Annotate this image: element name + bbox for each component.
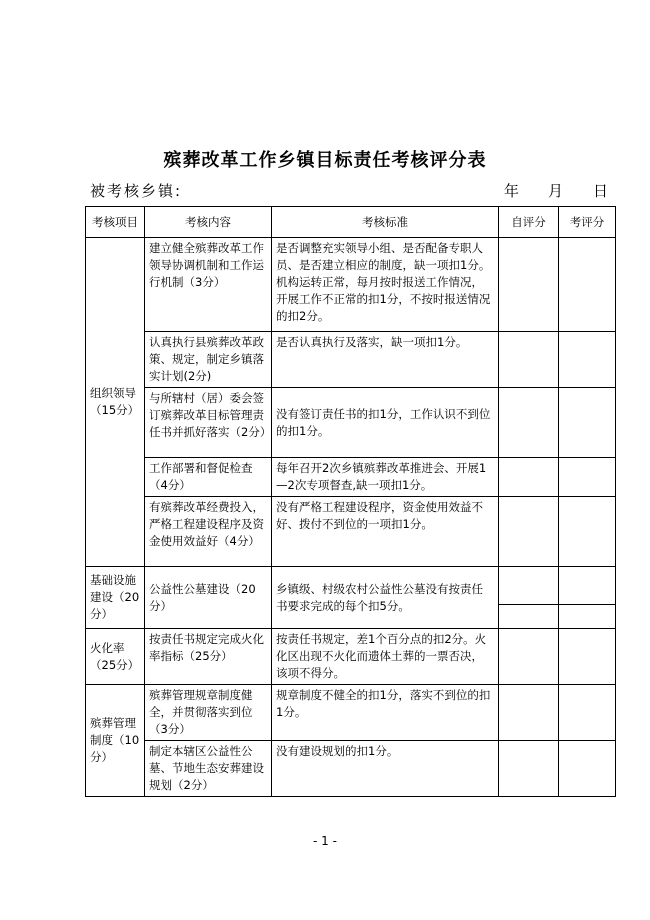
content-cell: 有殡葬改革经费投入，严格工程建设程序及资金使用效益好（4分）	[145, 497, 272, 567]
content-cell: 与所辖村（居）委会签订殡葬改革目标管理责任书并抓好落实（2分）	[145, 388, 272, 458]
header-item: 考核项目	[86, 207, 145, 238]
content-cell: 按责任书规定完成火化率指标（25分）	[145, 629, 272, 685]
assess-score-cell[interactable]	[559, 629, 616, 685]
page-number: - 1 -	[313, 834, 337, 848]
self-score-cell[interactable]	[499, 629, 559, 685]
self-score-cell[interactable]	[499, 238, 559, 332]
self-score-cell[interactable]	[499, 388, 559, 458]
content-cell: 殡葬管理规章制度健全，并贯彻落实到位（3分）	[145, 685, 272, 741]
table-row	[86, 458, 616, 497]
category-cell: 组织领导（15分）	[86, 238, 145, 567]
header-self-score: 自评分	[499, 207, 559, 238]
content-cell: 制定本辖区公益性公墓、节地生态安葬建设规划（2分）	[145, 741, 272, 797]
content-cell: 建立健全殡葬改革工作领导协调机制和工作运行机制（3分）	[145, 238, 272, 332]
header-row	[86, 207, 616, 238]
assess-score-cell[interactable]	[559, 567, 616, 605]
self-score-cell[interactable]	[499, 332, 559, 388]
table-row	[86, 629, 616, 685]
assess-score-cell[interactable]	[559, 497, 616, 567]
standard-cell: 规章制度不健全的扣1分，落实不到位的扣1分。	[272, 685, 499, 741]
standard-cell: 没有严格工程建设程序，资金使用效益不好、拨付不到位的一项扣1分。	[272, 497, 499, 567]
standard-cell: 是否调整充实领导小组、是否配备专职人员、是否建立相应的制度，缺一项扣1分。机构运转正常，每月按时报送工作情况，开展工作不正常的扣1分，不按时报送情况的扣2分。	[272, 238, 499, 332]
header-assess-score: 考评分	[559, 207, 616, 238]
table-row	[86, 685, 616, 741]
header-content: 考核内容	[145, 207, 272, 238]
assess-score-cell[interactable]	[559, 605, 616, 629]
category-cell: 基础设施建设（20分）	[86, 567, 145, 629]
document-title: 殡葬改革工作乡镇目标责任考核评分表	[163, 150, 487, 171]
assess-score-cell[interactable]	[559, 238, 616, 332]
self-score-cell[interactable]	[499, 567, 559, 605]
standard-cell: 没有签订责任书的扣1分，工作认识不到位的扣1分。	[272, 388, 499, 458]
table-row	[86, 567, 616, 605]
standard-cell: 按责任书规定，差1个百分点的扣2分。火化区出现不火化而遗体土葬的一票否决，该项不得分。	[272, 629, 499, 685]
year-label: 年	[504, 182, 520, 200]
self-score-cell[interactable]	[499, 605, 559, 629]
table-row	[86, 497, 616, 567]
self-score-cell[interactable]	[499, 741, 559, 797]
content-cell: 认真执行县殡葬改革政策、规定，制定乡镇落实计划(2分)	[145, 332, 272, 388]
table-row	[86, 332, 616, 388]
standard-cell: 乡镇级、村级农村公益性公墓没有按责任书要求完成的每个扣5分。	[272, 567, 499, 629]
content-cell: 公益性公墓建设（20分）	[145, 567, 272, 629]
assess-score-cell[interactable]	[559, 332, 616, 388]
month-label: 月	[548, 182, 564, 200]
assessed-township-line	[90, 180, 615, 204]
day-label: 日	[593, 182, 609, 200]
scoring-table	[85, 206, 616, 797]
assessed-township-label: 被考核乡镇:	[90, 182, 183, 200]
standard-cell: 每年召开2次乡镇殡葬改革推进会、开展1—2次专项督查,缺一项扣1分。	[272, 458, 499, 497]
self-score-cell[interactable]	[499, 458, 559, 497]
header-standard: 考核标准	[272, 207, 499, 238]
assess-score-cell[interactable]	[559, 685, 616, 741]
assess-score-cell[interactable]	[559, 388, 616, 458]
standard-cell: 是否认真执行及落实，缺一项扣1分。	[272, 332, 499, 388]
category-cell: 火化率（25分）	[86, 629, 145, 685]
table-row	[86, 238, 616, 332]
table-row	[86, 388, 616, 458]
assess-score-cell[interactable]	[559, 741, 616, 797]
self-score-cell[interactable]	[499, 497, 559, 567]
category-cell: 殡葬管理制度（10分）	[86, 685, 145, 797]
self-score-cell[interactable]	[499, 685, 559, 741]
assess-score-cell[interactable]	[559, 458, 616, 497]
standard-cell: 没有建设规划的扣1分。	[272, 741, 499, 797]
table-row	[86, 741, 616, 797]
content-cell: 工作部署和督促检查（4分）	[145, 458, 272, 497]
